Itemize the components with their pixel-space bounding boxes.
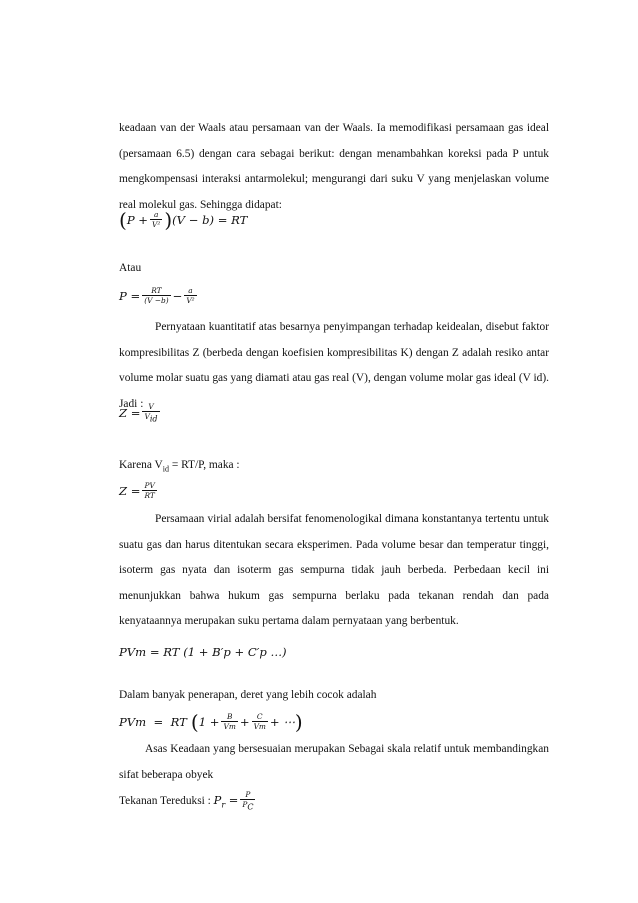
numerator: C xyxy=(256,712,263,721)
numerator: PV xyxy=(144,481,155,490)
eq-term: − xyxy=(172,288,183,303)
fraction xyxy=(142,286,170,305)
paren-open: ( xyxy=(119,207,127,232)
paragraph-van-der-waals: keadaan van der Waals atau persamaan van der Waals. Ia memodifikasi persamaan gas ideal (persamaan 6.5) dengan cara sebagai berikut: dengan menambahkan koreksi pada P untuk mengkompensasi interaksi antarmolekul; mengurangi dari suku V yang menjelaskan volume real molekul gas. Sehingga didapat: xyxy=(119,122,549,211)
eq-term: = xyxy=(225,792,239,807)
denominator: Vm xyxy=(223,722,236,731)
denominator: RT xyxy=(144,491,155,500)
paragraph-deret: Dalam banyak penerapan, deret yang lebih cocok adalah xyxy=(119,689,377,701)
equation-virial-volume xyxy=(119,709,303,734)
eq-term: P = xyxy=(119,288,141,303)
karena-text: = RT/P, maka : xyxy=(168,459,240,471)
fraction xyxy=(150,210,162,229)
eq-term: + xyxy=(239,714,250,729)
den-subscript: C xyxy=(247,802,254,812)
eq-label: Tekanan Tereduksi : xyxy=(119,794,214,807)
eq-term: P + xyxy=(126,212,149,227)
fraction xyxy=(221,712,237,731)
karena-line xyxy=(119,459,240,473)
lhs-base: P xyxy=(213,792,222,807)
numerator: a xyxy=(153,210,159,219)
karena-text: Karena V xyxy=(119,459,163,471)
numerator: a xyxy=(188,286,193,295)
eq-term: Z = xyxy=(119,483,141,498)
denominator: V² xyxy=(186,296,195,305)
paren-close: ) xyxy=(294,709,303,734)
eq-term: PVm = RT xyxy=(119,714,187,729)
equation-pressure xyxy=(119,286,199,305)
lhs-subscript: r xyxy=(221,799,226,809)
fraction xyxy=(252,712,268,731)
fraction xyxy=(184,286,196,305)
denominator xyxy=(240,799,255,811)
numerator: B xyxy=(226,712,233,721)
equation-z-volume xyxy=(119,402,162,423)
paragraph-virial: Persamaan virial adalah bersifat fenomenologikal dimana konstantanya tertentu untuk suatu gas dan harus ditentukan secara eksperimen. Pada volume besar dan temperatur tinggi, isoterm gas nyata dan isoterm gas sempurna tidak jauh berbeda. Perbedaan kecil ini menunjukkan bahwa hukum gas sempurna berlaku pada tekanan rendah dan pada kenyataannya merupakan suku pertama dalam pernyataan yang berbentuk. xyxy=(119,513,549,628)
eq-term: + ⋯ xyxy=(269,714,295,729)
numerator: P xyxy=(245,790,251,799)
equation-z-pv xyxy=(119,481,159,500)
denominator: V² xyxy=(152,220,161,229)
paragraph-compressibility: Pernyataan kuantitatif atas besarnya penyimpangan terhadap keidealan, disebut faktor kompresibilitas Z (berbeda dengan koefisien kompresibilitas K) dengan Z adalah resiko antar volume molar suatu gas yang diamati atau gas real (V), dengan volume molar gas ideal (V id). Jadi : xyxy=(119,321,549,410)
equation-reduced-pressure xyxy=(119,790,257,811)
eq-lhs xyxy=(214,793,239,809)
denominator xyxy=(142,411,159,423)
fraction xyxy=(142,402,159,423)
karena-subscript: id xyxy=(162,464,169,474)
eq-term: (V − b) = RT xyxy=(172,212,248,227)
paragraph-asas-keadaan: Asas Keadaan yang bersesuaian merupakan Sebagai skala relatif untuk membandingkan sifat beberapa obyek xyxy=(119,743,549,781)
den-base: V xyxy=(144,412,150,421)
denominator: (V −b) xyxy=(144,296,169,305)
numerator: V xyxy=(148,402,154,411)
eq-term: 1 + xyxy=(198,714,220,729)
denominator: Vm xyxy=(253,722,266,731)
label-atau: Atau xyxy=(119,262,142,274)
paren-close: ) xyxy=(164,207,173,232)
fraction xyxy=(240,790,255,811)
numerator: RT xyxy=(151,286,162,295)
equation-virial-pressure: PVm = RT (1 + B′p + C′p …) xyxy=(119,645,287,659)
fraction xyxy=(142,481,156,500)
den-subscript: id xyxy=(149,414,158,424)
equation-van-der-waals xyxy=(119,207,248,232)
paren-open: ( xyxy=(190,709,199,734)
den-base: P xyxy=(242,800,248,809)
eq-term: Z = xyxy=(119,405,141,420)
